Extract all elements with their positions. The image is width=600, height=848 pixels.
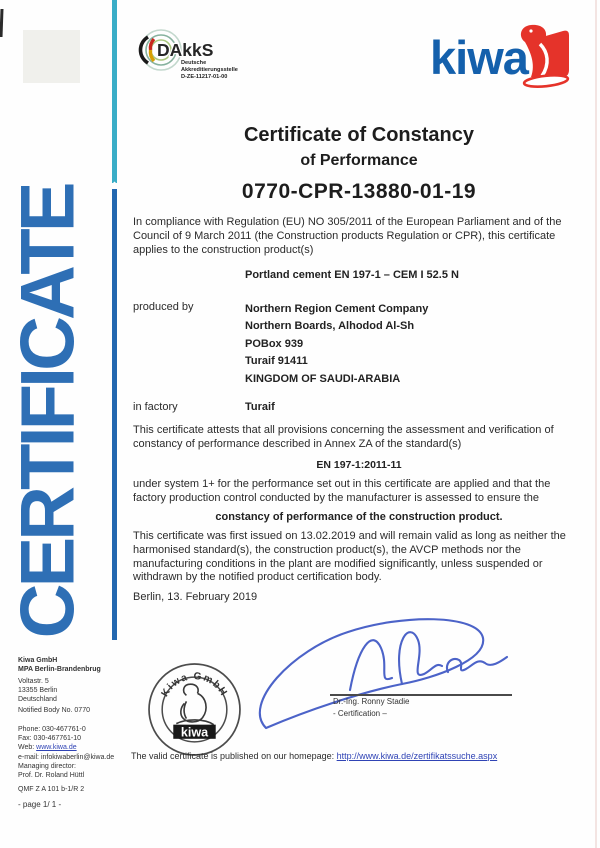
in-factory-label: in factory <box>133 401 178 413</box>
product-designation: Portland cement EN 197-1 – CEM I 52.5 N <box>245 269 459 281</box>
validity-paragraph: This certificate was first issued on 13.02.2019 and will remain valid as long as neither the harmonised standard(s), the construction product(s), the AVCP methods nor the manufacturing conditions in the plant are modified significantly, unless suspended or withdrawn by the notified product certification body. <box>133 530 566 584</box>
footer-email: e-mail: infokiwaberlin@kiwa.de <box>18 753 115 761</box>
signature-line <box>330 694 512 696</box>
form-reference: QMF Z A 101 b-1/R 2 <box>18 786 85 793</box>
stamp-graphic <box>146 661 243 758</box>
producer-address-block <box>245 301 428 388</box>
footer-address <box>18 677 57 705</box>
kiwa-website-link[interactable]: www.kiwa.de <box>36 744 77 752</box>
sidebar-stripe-blue <box>112 189 117 640</box>
dakks-logo <box>134 27 266 88</box>
kiwa-logo-graphic <box>428 18 573 92</box>
scan-edge-line <box>595 0 597 848</box>
kiwa-stamp <box>146 661 243 763</box>
footer-org-line: Kiwa GmbH <box>18 657 58 664</box>
footer-web-line <box>18 743 114 752</box>
notified-body-number: Notified Body No. 0770 <box>18 707 90 714</box>
system-paragraph: under system 1+ for the performance set out in this certificate are applied and that the factory production control conducted by the manufacturer is assessed to ensure the <box>133 478 551 504</box>
scan-corner-artifact <box>0 9 3 37</box>
factory-value: Turaif <box>245 401 275 413</box>
producer-line: Northern Boards, Alhodod Al-Sh <box>245 320 415 333</box>
signer-role: - Certification – <box>333 709 387 718</box>
footer-managing-name: Prof. Dr. Roland Hüttl <box>18 772 85 780</box>
dakks-wordmark: DAkkS <box>157 40 214 60</box>
certificate-search-link[interactable]: http://www.kiwa.de/zertifikatssuche.aspx <box>336 751 498 761</box>
footer-managing-label: Managing director: <box>18 762 76 770</box>
intro-paragraph: In compliance with Regulation (EU) NO 305/2011 of the European Parliament and of the Council of 9 March 2011 (the Construction products Regulation or CPR), this certificate applies to the construction product(s) <box>133 216 562 256</box>
footer-contact <box>18 725 114 780</box>
constancy-statement: constancy of performance of the construction product. <box>215 511 503 523</box>
producer-line: Northern Region Cement Company <box>245 303 429 315</box>
kiwa-beaver-eye <box>529 29 532 32</box>
footer-address-line: Deutschland <box>18 696 57 704</box>
dakks-line3: D-ZE-11217-01-00 <box>181 74 228 80</box>
signature-graphic <box>250 610 528 748</box>
homepage-note <box>131 751 497 761</box>
footer-address-line: 13355 Berlin <box>18 687 58 695</box>
footer-phone: Phone: 030-467761-0 <box>18 726 86 733</box>
stamp-arc-text: Kiwa GmbH <box>159 670 230 699</box>
dakks-line1: Deutsche <box>181 60 207 66</box>
dakks-line2: Akkreditierungsstelle <box>181 67 238 73</box>
handwritten-signature <box>250 610 528 753</box>
kiwa-wordmark: kiwa <box>430 31 528 84</box>
faded-stamp-artifact <box>23 30 80 83</box>
page-number: - page 1/ 1 - <box>18 800 62 809</box>
dakks-flag-mark-black <box>140 37 148 63</box>
kiwa-beaver-tail <box>524 74 569 89</box>
attest-paragraph: This certificate attests that all provisions concerning the assessment and verification of constancy of performance described in Annex ZA of the standard(s) <box>133 424 554 450</box>
footer-address-line: Voltastr. 5 <box>18 678 49 685</box>
kiwa-logo <box>428 18 573 97</box>
producer-line: Turaif 91411 <box>245 355 308 368</box>
title-line1: Certificate of Constancy <box>243 124 475 146</box>
producer-line: KINGDOM OF SAUDI-ARABIA <box>245 372 401 385</box>
footer-org-line: MPA Berlin-Brandenbrug <box>18 666 101 674</box>
title-line2: of Performance <box>300 152 418 169</box>
producer-line: POBox 939 <box>245 337 304 350</box>
place-and-date: Berlin, 13. February 2019 <box>133 591 258 603</box>
footer-fax: Fax: 030-467761-10 <box>18 735 82 743</box>
signer-name: Dr.-Ing. Ronny Stadie <box>333 697 410 706</box>
certificate-number: 0770-CPR-13880-01-19 <box>241 180 477 203</box>
standard-reference: EN 197-1:2011-11 <box>316 459 402 471</box>
sidebar-stripe-teal <box>112 0 117 183</box>
stamp-beaver-icon <box>176 684 213 724</box>
homepage-label: The valid certificate is published on our homepage: <box>131 751 337 761</box>
vertical-certificate-text: CERTIFICATE <box>5 185 91 639</box>
produced-by-label: produced by <box>133 301 194 313</box>
footer-organization <box>18 656 101 674</box>
stamp-kiwa-text: kiwa <box>180 725 209 740</box>
dakks-logo-graphic <box>134 27 266 83</box>
footer-web-label: Web: <box>18 744 37 752</box>
